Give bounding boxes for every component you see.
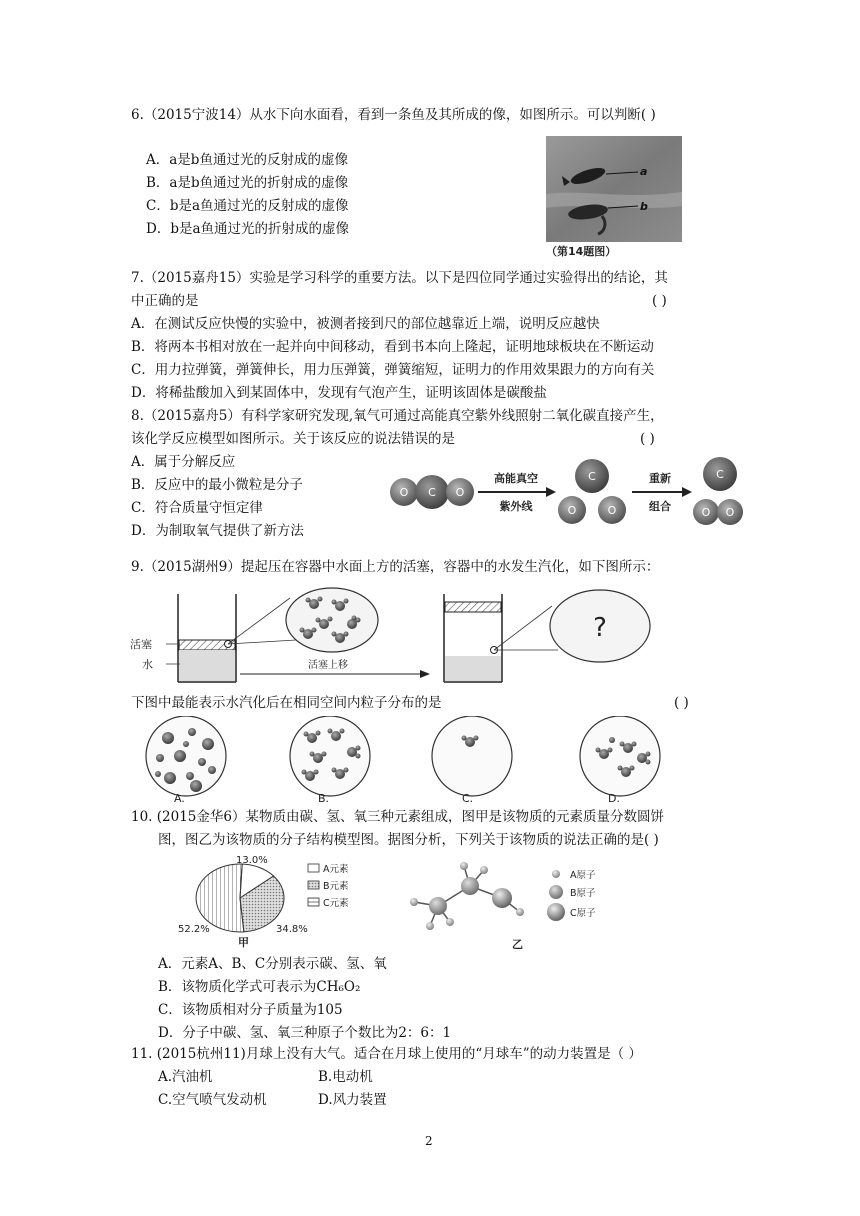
pie-slice-c [196, 864, 244, 932]
svg-text:C: C [588, 470, 596, 483]
question-mark: ? [593, 613, 607, 643]
svg-text:B.: B. [318, 792, 330, 804]
svg-text:A.: A. [174, 792, 185, 804]
q10-option-c: C．该物质相对分子质量为105 [158, 1002, 343, 1018]
q8-stem-line1: 8.（2015嘉舟5）有科学家研究发现,氧气可通过高能真空紫外线照射二氧化碳直接产生， [131, 408, 664, 424]
q7-option-a: A．在测试反应快慢的实验中，被测者接到尺的部位越靠近上端，说明反应越快 [131, 316, 600, 332]
q10-stem-line2: 图，图乙为该物质的分子结构模型图。据图分析，下列关于该物质的说法正确的是( ) [158, 832, 659, 848]
svg-text:高能真空: 高能真空 [494, 472, 538, 485]
q9-choices [130, 716, 690, 804]
container-after [444, 594, 502, 682]
atom-legend [547, 870, 596, 921]
q10-option-d: D．分子中碳、氢、氧三种原子个数比为2：6：1 [158, 1025, 452, 1041]
q10-stem-line1: 10. (2015金华6）某物质由碳、氢、氧三种元素组成，图甲是该物质的元素质量分数圆饼 [131, 809, 664, 825]
q8-option-d: D．为制取氧气提供了新方法 [131, 523, 304, 539]
q8-option-a: A．属于分解反应 [131, 454, 236, 470]
svg-text:C.: C. [462, 792, 474, 804]
q9-sub-stem: 下图中最能表示水汽化后在相同空间内粒子分布的是 [131, 695, 442, 711]
svg-text:O: O [399, 486, 409, 499]
q10-molecule-model [404, 856, 624, 952]
arrow-uv [478, 471, 556, 513]
choice-c [432, 716, 512, 804]
q6-option-c: C．b是a鱼通过光的反射成的虚像 [146, 198, 349, 214]
container-before [130, 594, 236, 682]
q6-stem: 6.（2015宁波14）从水下向水面看，看到一条鱼及其所成的像，如图所示。可以判断( ) [131, 107, 656, 123]
pie-legend [308, 863, 349, 909]
products [693, 457, 743, 525]
q10-pie-chart [176, 852, 376, 948]
q7-answer-paren: ( ) [652, 293, 667, 309]
model-caption: 乙 [512, 938, 523, 951]
q8-reaction-model [386, 452, 746, 534]
q10-option-b: B．该物质化学式可表示为CH₆O₂ [158, 979, 361, 995]
svg-text:O: O [567, 504, 577, 517]
zoom-circle-question [550, 590, 650, 662]
svg-text:A元素: A元素 [323, 864, 349, 875]
svg-text:B元素: B元素 [323, 881, 349, 892]
svg-text:O: O [607, 504, 617, 517]
q6-option-b: B．a是b鱼通过光的折射成的虚像 [146, 175, 349, 191]
q6-label-a: a [640, 165, 648, 178]
q9-answer-paren: ( ) [674, 695, 689, 711]
q10-option-a: A．元素A、B、C分别表示碳、氢、氧 [158, 956, 387, 972]
zoom-circle-water [286, 588, 378, 652]
label-piston: 活塞 [130, 638, 152, 651]
label-water: 水 [142, 658, 153, 671]
svg-text:D.: D. [608, 792, 620, 804]
q11-stem: 11. (2015杭州11)月球上没有大气。适合在月球上使用的“月球车”的动力装置是（ ） [131, 1046, 642, 1062]
q6-label-b: b [640, 200, 648, 213]
q7-option-c: C．用力拉弹簧，弹簧伸长，用力压弹簧，弹簧缩短，证明力的作用效果跟力的方向有关 [131, 362, 655, 378]
q8-stem-line2: 该化学反应模型如图所示。关于该反应的说法错误的是 [131, 431, 455, 447]
svg-text:A原子: A原子 [570, 870, 596, 881]
q9-piston-diagram [128, 584, 688, 690]
choice-b [290, 716, 370, 804]
svg-text:组合: 组合 [649, 500, 671, 513]
q8-option-c: C．符合质量守恒定律 [131, 500, 263, 516]
svg-text:C原子: C原子 [570, 908, 596, 919]
q7-option-b: B．将两本书相对放在一起并向中间移动，看到书本向上隆起，证明地球板块在不断运动 [131, 339, 654, 355]
q6-option-a: A．a是b鱼通过光的反射成的虚像 [146, 152, 348, 168]
svg-text:重新: 重新 [649, 472, 671, 485]
arrow-recombine [632, 471, 692, 513]
q8-answer-paren: ( ) [640, 431, 655, 447]
pie-label-c: 52.2% [178, 924, 210, 935]
pie-label-b: 34.8% [276, 924, 308, 935]
svg-text:O: O [725, 506, 735, 519]
svg-text:紫外线: 紫外线 [499, 500, 533, 513]
q6-caption: （第14题图） [546, 245, 617, 258]
q11-option-a: A.汽油机 [158, 1069, 213, 1085]
svg-text:C: C [716, 468, 724, 481]
svg-text:活塞上移: 活塞上移 [308, 660, 348, 671]
q11-option-b: B.电动机 [318, 1069, 373, 1085]
pie-caption: 甲 [238, 936, 249, 948]
choice-a [146, 716, 226, 804]
q7-stem-line1: 7.（2015嘉舟15）实验是学习科学的重要方法。以下是四位同学通过实验得出的结论，其 [131, 270, 668, 286]
q8-option-b: B．反应中的最小微粒是分子 [131, 477, 303, 493]
svg-text:C: C [428, 486, 436, 499]
q7-stem-line2: 中正确的是 [131, 293, 199, 309]
pie-label-a: 13.0% [236, 855, 268, 866]
arrow-piston-up [240, 658, 430, 678]
svg-text:O: O [701, 506, 711, 519]
pie-slices [196, 864, 284, 932]
q7-option-d: D．将稀盐酸加入到某固体中，发现有气泡产生，证明该固体是碳酸盐 [131, 385, 547, 401]
q6-fish-photo [544, 134, 684, 260]
svg-text:C元素: C元素 [323, 898, 349, 909]
page-number: 2 [425, 1134, 433, 1148]
q11-option-d: D.风力装置 [318, 1092, 387, 1108]
separated-atoms [558, 459, 626, 524]
q11-option-c: C.空气喷气发动机 [158, 1092, 267, 1108]
choice-d [580, 716, 660, 804]
co2-molecule [390, 475, 474, 509]
q6-option-d: D．b是a鱼通过光的折射成的虚像 [146, 221, 350, 237]
q9-stem: 9.（2015湖州9）提起压在容器中水面上方的活塞，容器中的水发生汽化，如下图所示： [131, 559, 660, 575]
svg-text:B原子: B原子 [570, 888, 596, 899]
svg-text:O: O [455, 486, 465, 499]
